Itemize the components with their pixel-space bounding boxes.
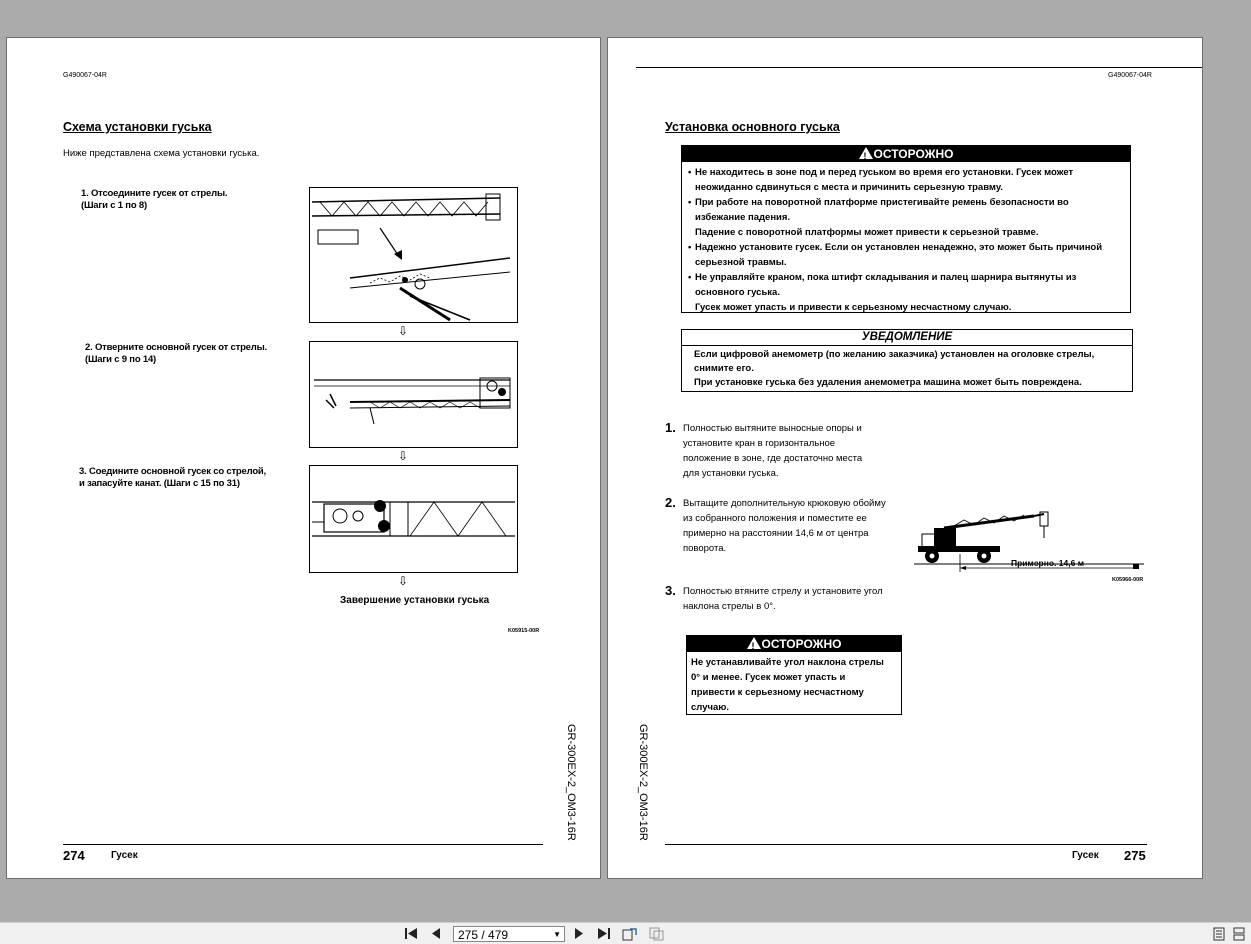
- caution-item: • Надежно установите гусек. Если он установлен ненадежно, это может быть причиной серьезной травмы.: [688, 242, 1103, 268]
- last-page-icon[interactable]: [597, 927, 611, 943]
- step-number-1: 1.: [665, 420, 676, 435]
- figure-code: K05966-00R: [1112, 577, 1144, 583]
- notice-text: Если цифровой анемометр (по желанию заказчика) установлен на оголовке стрелы, снимите его. При установке гуська без удаления анемометра машина может быть повреждена.: [694, 349, 1095, 388]
- rotate-icon[interactable]: [622, 927, 638, 944]
- viewer-toolbar: [0, 922, 1251, 944]
- copy-icon[interactable]: [649, 927, 665, 944]
- left-page: [6, 37, 601, 879]
- chevron-down-icon[interactable]: ▼: [553, 930, 561, 939]
- caution-box: [681, 145, 1131, 313]
- first-page-icon[interactable]: [404, 927, 418, 943]
- flow-arrow-3: ⇩: [397, 574, 409, 588]
- page-number: 274: [63, 848, 85, 863]
- figure-connect-jib: [309, 465, 518, 573]
- distance-label: Примерно. 14,6 м: [1011, 558, 1084, 568]
- footer-rule: [63, 844, 543, 845]
- notice-box: [681, 329, 1133, 392]
- scheme-step-1: 1. Отсоедините гусек от стрелы. (Шаги с 1 по 8): [81, 188, 228, 211]
- right-page: [607, 37, 1203, 879]
- caution-header: !ОСТОРОЖНО: [687, 636, 901, 652]
- scheme-step-3: 3. Соедините основной гусек со стрелой, и запасуйте канат. (Шаги с 15 по 31): [79, 466, 267, 489]
- page-number: 275: [1124, 848, 1146, 863]
- footer-section: Гусек: [111, 850, 138, 861]
- step-text-3: Полностью втяните стрелу и установите угол наклона стрелы в 0°.: [683, 586, 883, 612]
- intro-text: Ниже представлена схема установки гуська.: [63, 148, 260, 159]
- flow-arrow-2: ⇩: [397, 449, 409, 463]
- caution-box-2: [686, 635, 902, 715]
- flow-arrow-1: ⇩: [397, 324, 409, 338]
- caution-text: Не устанавливайте угол наклона стрелы 0° и менее. Гусек может упасть и привести к серьезному несчастному случаю.: [691, 657, 884, 713]
- section-heading: Установка основного гуська: [665, 120, 840, 134]
- step-number-2: 2.: [665, 495, 676, 510]
- step-number-3: 3.: [665, 583, 676, 598]
- doc-id: G490067-04R: [1108, 72, 1152, 79]
- warning-triangle-icon: [859, 147, 873, 159]
- next-page-icon[interactable]: [574, 927, 584, 943]
- figure-swing-jib: [309, 341, 518, 448]
- figure-detach-jib: [309, 187, 518, 323]
- caution-item: • При работе на поворотной платформе пристегивайте ремень безопасности во избежание падения. Падение с поворотной платформы может привести к серьезной травме.: [688, 197, 1069, 238]
- step-text-2: Вытащите дополнительную крюковую обойму из собранного положения и поместите ее примерно на расстоянии 14,6 м от центра поворота.: [683, 498, 886, 554]
- notice-header: УВЕДОМЛЕНИЕ: [682, 330, 1132, 346]
- scroll-icon[interactable]: [1233, 927, 1245, 944]
- doc-id: G490067-04R: [63, 72, 107, 79]
- vertical-doc-label: GR-300EX-2_OM3-16R: [565, 724, 577, 841]
- caution-item: • Не находитесь в зоне под и перед гуськом во время его установки. Гусек может неожиданно сдвинуться с места и причинить серьезную травму.: [688, 167, 1074, 193]
- caution-header: !ОСТОРОЖНО: [682, 146, 1130, 162]
- warning-triangle-icon: [747, 637, 761, 649]
- section-heading: Схема установки гуська: [63, 120, 212, 134]
- figure-code: K05915-00R: [508, 628, 540, 634]
- step-text-1: Полностью вытяните выносные опоры и установите кран в горизонтальное положение в зоне, где достаточно места для установки гуська.: [683, 423, 863, 479]
- footer-section: Гусек: [1072, 850, 1099, 861]
- vertical-doc-label: GR-300EX-2_OM3-16R: [637, 724, 649, 841]
- page-number-input[interactable]: 275 / 479 ▼: [453, 926, 565, 942]
- footer-rule: [665, 844, 1147, 845]
- caution-item: • Не управляйте краном, пока штифт складывания и палец шарнира вытянуты из основного гуська. Гусек может упасть и привести к серьезному несчастному случаю.: [688, 272, 1077, 313]
- prev-page-icon[interactable]: [431, 927, 441, 943]
- scheme-step-2: 2. Отверните основной гусек от стрелы. (Шаги с 9 по 14): [85, 342, 267, 365]
- completion-caption: Завершение установки гуська: [340, 595, 490, 606]
- single-page-icon[interactable]: [1213, 927, 1225, 944]
- header-rule: [636, 67, 1202, 68]
